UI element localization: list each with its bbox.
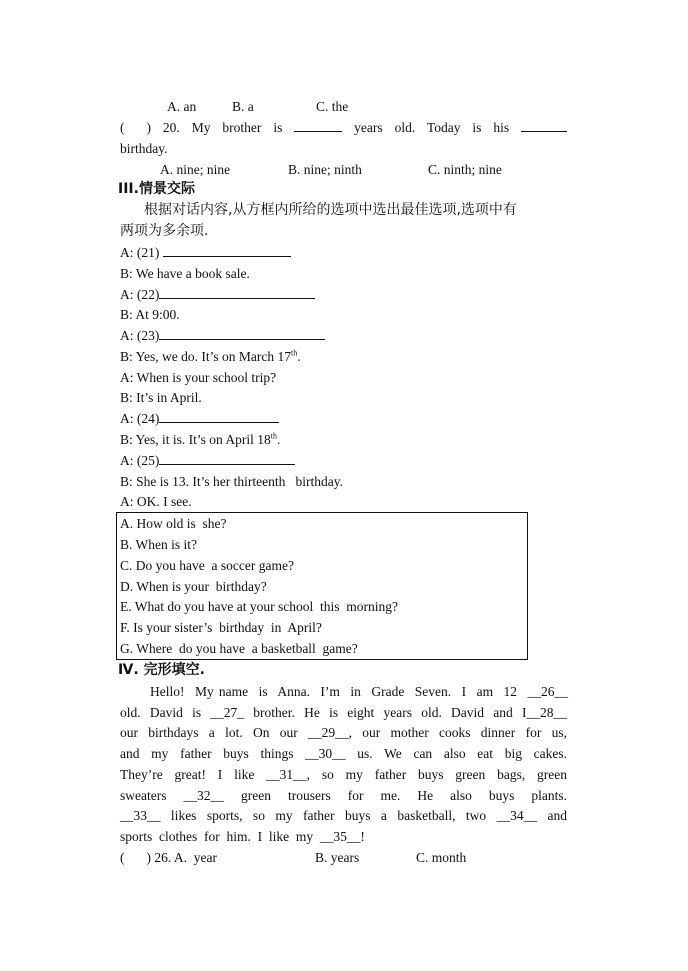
speaker: A:: [120, 287, 134, 302]
passage-line-last: sports clothes for him. I like my __35__!: [120, 829, 365, 844]
q20-line-end: birthday.: [120, 141, 168, 156]
q26-question: [120, 849, 217, 866]
dialogue-text: (22): [136, 287, 160, 302]
answer-paren-open: (: [120, 120, 125, 135]
dialogue-line-24: [120, 410, 279, 427]
word: My: [191, 120, 211, 135]
dialogue-text: (24): [136, 411, 160, 426]
speaker: A:: [120, 494, 134, 509]
dialogue-text: She is 13. It’s her thirteenth birthday.: [136, 474, 343, 489]
dialogue-line: [120, 473, 343, 490]
dialogue-text: (23): [136, 328, 160, 343]
dialogue-text: Yes, we do. It’s on March 17: [135, 349, 292, 364]
section-3-instruction-line1: 根据对话内容,从方框内所给的选项中选出最佳选项,选项中有: [144, 202, 517, 218]
dialogue-line: [120, 431, 280, 448]
dialogue-line: [120, 369, 276, 386]
speaker: A:: [120, 370, 134, 385]
option-c: C. Do you have a soccer game?: [120, 558, 294, 573]
speaker: A:: [120, 411, 134, 426]
dialogue-text: (25): [136, 453, 160, 468]
blank-ordinal[interactable]: [521, 119, 567, 132]
option-f: F. Is your sister’s birthday in April?: [120, 620, 322, 635]
speaker: B:: [120, 390, 133, 405]
word: Today: [426, 120, 461, 135]
dialogue-text: Yes, it is. It’s on April 18: [135, 432, 271, 447]
dialogue-line-21: [120, 244, 291, 261]
passage-line: our birthdays a lot. On our __29__, our mother cooks dinner for us,: [120, 725, 567, 740]
dialogue-text: When is your school trip?: [136, 370, 277, 385]
blank-years[interactable]: [294, 119, 342, 132]
word: his: [493, 120, 510, 135]
speaker: B:: [120, 474, 133, 489]
blank-23[interactable]: [159, 327, 325, 340]
dialogue-line-23: [120, 327, 325, 344]
dialogue-text: It’s in April.: [136, 390, 202, 405]
passage-line: They’re great! I like __31__, so my father buys green bags, green: [120, 767, 567, 782]
blank-22[interactable]: [159, 286, 315, 299]
dialogue-line-25: [120, 452, 295, 469]
word: is: [273, 120, 283, 135]
blank-24[interactable]: [159, 410, 279, 423]
ordinal-suffix: th: [291, 348, 298, 358]
word: is: [472, 120, 482, 135]
q20-option-c: C. ninth; nine: [428, 162, 502, 177]
option-e: E. What do you have at your school this morning?: [120, 599, 398, 614]
answer-paren-close: ): [146, 850, 151, 865]
passage-line: old. David is __27_ brother. He is eight years old. David and I__28__: [120, 705, 567, 720]
word: old.: [394, 120, 416, 135]
q26-option-c: C. month: [416, 850, 467, 865]
answer-paren-open: (: [120, 850, 125, 865]
q19-option-a: A. an: [167, 99, 197, 114]
speaker: B:: [120, 307, 133, 322]
option-a: A. How old is she?: [120, 516, 227, 531]
q20-option-b: B. nine; ninth: [288, 162, 362, 177]
word: years: [354, 120, 383, 135]
answer-paren-close: ): [146, 120, 151, 135]
dialogue-line: [120, 493, 192, 510]
dialogue-line-22: [120, 286, 315, 303]
q26-option-b: B. years: [315, 850, 360, 865]
passage-line: and my father buys things __30__ us. We can also eat big cakes.: [120, 746, 567, 761]
dialogue-line: [120, 306, 180, 323]
dialogue-line: [120, 265, 250, 282]
dialogue-text: We have a book sale.: [135, 266, 250, 281]
passage-line: __33__ likes sports, so my father buys a basketball, two __34__ and: [120, 808, 567, 823]
section-3-instruction-line2: 两项为多余项.: [120, 223, 209, 239]
word: brother: [222, 120, 262, 135]
option-g: G. Where do you have a basketball game?: [120, 641, 358, 656]
dialogue-line: [120, 348, 301, 365]
speaker: A:: [120, 328, 134, 343]
passage-line: sweaters __32__ green trousers for me. He also buys plants.: [120, 788, 567, 803]
blank-25[interactable]: [159, 452, 295, 465]
blank-21[interactable]: [163, 244, 291, 257]
q26-option-a: 26. A. year: [154, 850, 217, 865]
passage-line: Hello! My name is Anna. I’m in Grade Seven. I am 12 __26__: [150, 684, 568, 699]
q19-option-c: C. the: [316, 99, 349, 114]
punctuation: .: [297, 349, 301, 364]
option-d: D. When is your birthday?: [120, 579, 267, 594]
ordinal-suffix: th: [270, 431, 278, 441]
dialogue-text: (21): [136, 245, 160, 260]
dialogue-text: At 9:00.: [135, 307, 180, 322]
section-3-title: III.情景交际: [118, 181, 195, 197]
dialogue-line: [120, 389, 202, 406]
speaker: B:: [120, 266, 133, 281]
speaker: B:: [120, 349, 133, 364]
dialogue-text: OK. I see.: [136, 494, 192, 509]
q20-option-a: A. nine; nine: [160, 162, 231, 177]
option-b: B. When is it?: [120, 537, 197, 552]
punctuation: .: [277, 432, 281, 447]
q20-question: [120, 119, 567, 136]
section-4-title: Ⅳ. 完形填空.: [118, 662, 205, 678]
speaker: B:: [120, 432, 133, 447]
question-number: 20.: [162, 120, 180, 135]
q19-option-b: B. a: [232, 99, 254, 114]
speaker: A:: [120, 245, 134, 260]
speaker: A:: [120, 453, 134, 468]
